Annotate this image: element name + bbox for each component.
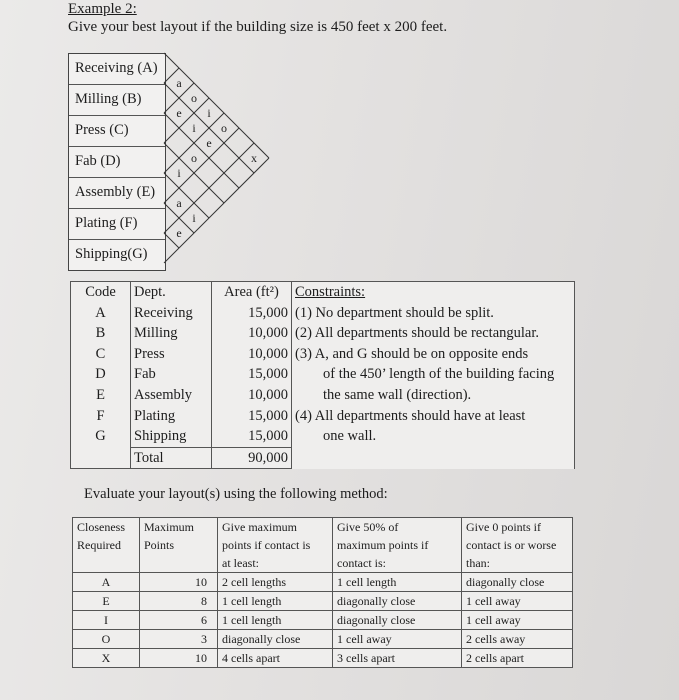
cell-full: 1 cell length — [218, 611, 333, 630]
rel-cell-a-d: i — [207, 106, 211, 120]
constraint-4: (4) All departments should have at least — [295, 407, 526, 424]
table-row — [73, 649, 573, 668]
col-header-area: Area (ft²) — [212, 282, 292, 303]
relationship-cell-letters — [176, 76, 257, 240]
cell-dept: Press — [131, 344, 212, 365]
grid-line — [164, 128, 239, 203]
header-zero-line1: Give 0 points if — [466, 520, 541, 534]
header-zero-line3: than: — [466, 556, 490, 570]
cell-closeness: X — [73, 649, 140, 668]
rel-dept-d: Fab (D) — [69, 147, 165, 178]
cell-zero: 2 cells away — [462, 630, 573, 649]
cell-full: diagonally close — [218, 630, 333, 649]
rel-cell-b-d: i — [192, 121, 196, 135]
grid-line — [164, 113, 239, 188]
cell-points: 10 — [140, 573, 218, 592]
constraints-header: Constraints: — [295, 284, 366, 300]
cell-zero: 2 cells apart — [462, 649, 573, 668]
cell-closeness: O — [73, 630, 140, 649]
cell-code: F — [71, 406, 131, 427]
constraint-3-cont-1: of the 450’ length of the building facing — [323, 366, 555, 383]
cell-code: E — [71, 385, 131, 406]
cell-dept: Receiving — [131, 303, 212, 324]
cell-code: G — [71, 426, 131, 447]
example-title: Example 2: — [68, 1, 137, 17]
table-row — [73, 592, 573, 611]
rel-cell-b-c: e — [176, 106, 182, 120]
constraint-4-cont: one wall. — [323, 428, 377, 445]
cell-area: 15,000 — [212, 406, 292, 427]
header-zero-line2: contact is or worse — [466, 538, 557, 552]
cell-area: 15,000 — [212, 426, 292, 447]
cell-code: B — [71, 323, 131, 344]
rel-cell-a-e: o — [221, 121, 227, 135]
cell-points: 8 — [140, 592, 218, 611]
cell-area: 10,000 — [212, 323, 292, 344]
grid-line — [164, 173, 209, 218]
cell-code-empty — [71, 447, 131, 469]
cell-full: 2 cell lengths — [218, 573, 333, 592]
header-half-line3: contact is: — [337, 556, 386, 570]
cell-dept: Plating — [131, 406, 212, 427]
header-full-line3: at least: — [222, 556, 259, 570]
header-half-line1: Give 50% of — [337, 520, 399, 534]
cell-code: A — [71, 303, 131, 324]
grid-line — [164, 98, 209, 143]
rel-cell-a-c: o — [191, 91, 197, 105]
cell-dept: Shipping — [131, 426, 212, 447]
cell-area: 15,000 — [212, 364, 292, 385]
cell-code: C — [71, 344, 131, 365]
header-full-line1: Give maximum — [222, 520, 297, 534]
header-closeness — [73, 518, 140, 573]
rel-cell-a-b: a — [176, 76, 182, 90]
cell-points: 6 — [140, 611, 218, 630]
rel-dept-a: Receiving (A) — [69, 54, 165, 85]
cell-closeness: A — [73, 573, 140, 592]
cell-dept: Milling — [131, 323, 212, 344]
cell-full: 4 cells apart — [218, 649, 333, 668]
col-header-code: Code — [71, 282, 131, 303]
cell-points: 3 — [140, 630, 218, 649]
cell-dept: Fab — [131, 364, 212, 385]
table-row — [73, 611, 573, 630]
header-half — [333, 518, 462, 573]
cell-full: 1 cell length — [218, 592, 333, 611]
cell-zero: 1 cell away — [462, 611, 573, 630]
header-full — [218, 518, 333, 573]
evaluation-table — [72, 517, 573, 668]
cell-dept: Assembly — [131, 385, 212, 406]
constraints-cell — [292, 282, 575, 469]
rel-cell-d-e: i — [177, 166, 181, 180]
rel-dept-c: Press (C) — [69, 116, 165, 147]
rel-dept-e: Assembly (E) — [69, 178, 165, 209]
constraint-1: (1) No department should be split. — [295, 304, 494, 321]
cell-points: 10 — [140, 649, 218, 668]
cell-half: 1 cell away — [333, 630, 462, 649]
header-closeness-line1: Closeness — [77, 520, 125, 534]
cell-half: 1 cell length — [333, 573, 462, 592]
cell-closeness: E — [73, 592, 140, 611]
constraint-2: (2) All departments should be rectangular. — [295, 325, 540, 342]
rel-cell-c-e: o — [191, 151, 197, 165]
rel-cell-a-g: x — [251, 151, 257, 165]
header-half-line2: maximum points if — [337, 538, 429, 552]
cell-code: D — [71, 364, 131, 385]
header-zero — [462, 518, 573, 573]
constraint-3-cont-2: the same wall (direction). — [323, 386, 472, 403]
cell-half: 3 cells apart — [333, 649, 462, 668]
header-closeness-line2: Required — [77, 538, 121, 552]
table-row — [73, 630, 573, 649]
rel-dept-b: Milling (B) — [69, 85, 165, 116]
cell-zero: diagonally close — [462, 573, 573, 592]
rel-cell-e-f: a — [176, 196, 182, 210]
total-label: Total — [131, 447, 212, 469]
header-full-line2: points if contact is — [222, 538, 311, 552]
header-max-line1: Maximum — [144, 520, 194, 534]
total-area: 90,000 — [212, 447, 292, 469]
rel-cell-b-e: e — [206, 136, 212, 150]
header-max-line2: Points — [144, 538, 175, 552]
header-max — [140, 518, 218, 573]
cell-area: 10,000 — [212, 344, 292, 365]
rel-cell-f-g: e — [176, 226, 182, 240]
cell-area: 15,000 — [212, 303, 292, 324]
evaluation-header-row — [73, 518, 573, 573]
evaluation-title: Evaluate your layout(s) using the following method: — [84, 486, 388, 502]
col-header-dept: Dept. — [131, 282, 212, 303]
cell-half: diagonally close — [333, 592, 462, 611]
cell-closeness: I — [73, 611, 140, 630]
rel-dept-g: Shipping(G) — [75, 246, 148, 262]
constraint-3: (3) A, and G should be on opposite ends — [295, 345, 529, 362]
cell-half: diagonally close — [333, 611, 462, 630]
rel-cell-e-g: i — [192, 211, 196, 225]
department-table — [70, 281, 575, 469]
cell-area: 10,000 — [212, 385, 292, 406]
cell-zero: 1 cell away — [462, 592, 573, 611]
table-row — [73, 573, 573, 592]
example-prompt: Give your best layout if the building size is 450 feet x 200 feet. — [68, 19, 448, 35]
rel-dept-f: Plating (F) — [69, 209, 165, 240]
